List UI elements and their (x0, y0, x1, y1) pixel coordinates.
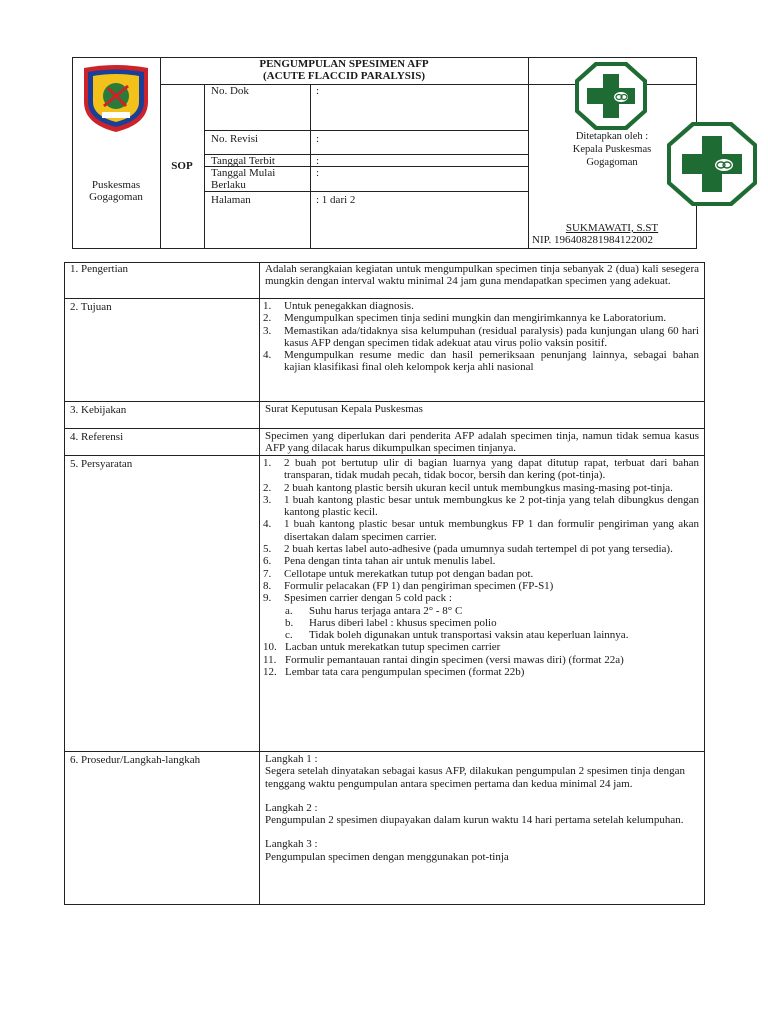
approver-nip: NIP. 196408281984122002 (532, 234, 654, 246)
pengertian-text: Adalah serangkaian kegiatan untuk mengumpulkan specimen tinja sebanyak 2 (dua) kali sesegera mungkin dengan interval waktu minimal 24 jam guna mendapatkan specimen yang adekuat. (265, 263, 699, 288)
list-item: 2. Mengumpulkan specimen tinja sedini mungkin dan mengirimkannya ke Laboratorium. (263, 312, 667, 325)
document-title-line2: (ACUTE FLACCID PARALYSIS) (263, 70, 425, 82)
list-item: 1. Untuk penegakkan diagnosis. (263, 300, 414, 312)
step-text: Pengumpulan 2 spesimen diupayakan dalam kurun waktu 14 hari pertama setelah kelumpuhan. (265, 814, 684, 827)
list-item: 2. 2 buah kantong plastic bersih ukuran kecil untuk membungkus masing-masing pot-tinja. (263, 481, 673, 494)
meta-label-tanggal-mulai-line2: Berlaku (211, 179, 246, 191)
tujuan-list (265, 300, 699, 374)
section-label-prosedur: 6. Prosedur/Langkah-langkah (70, 754, 201, 766)
meta-value-tanggal-terbit: : (316, 155, 320, 167)
list-item: 3. 1 buah kantong plastic besar untuk membungkus ke 2 pot-tinja yang telah dibungkus dengan kantong plastic kecil. (263, 493, 699, 519)
org-name-line1: Puskesmas (91, 179, 141, 191)
list-item: 4. Mengumpulkan resume medic dan hasil pemeriksaan penunjang lainnya, sebagai bahan kajian klasifikasi final oleh kelompok kerja ahli nasional (263, 349, 699, 374)
section-label-pengertian: 1. Pengertian (70, 263, 129, 275)
meta-label-halaman: Halaman (211, 194, 251, 206)
kebijakan-text: Surat Keputusan Kepala Puskesmas (265, 403, 423, 415)
approval-line1: Ditetapkan oleh : (575, 131, 649, 142)
regional-emblem-logo (80, 62, 152, 134)
meta-label-no-dok: No. Dok (211, 85, 249, 97)
list-item: 6. Pena dengan tinta tahan air untuk menulis label. (263, 555, 496, 568)
sub-list-item: b. Harus diberi label : khusus specimen polio (285, 616, 497, 629)
list-item: 4. 1 buah kantong plastic besar untuk membungkus FP 1 dan formulir pengiriman yang akan disertakan dalam specimen carrier. (263, 518, 699, 543)
step-text: Pengumpulan specimen dengan menggunakan pot-tinja (265, 850, 509, 863)
meta-label-no-revisi: No. Revisi (211, 133, 259, 145)
list-item: 11. Formulir pemantauan rantai dingin specimen (versi mawas diri) (format 22a) (263, 653, 624, 666)
section-label-kebijakan: 3. Kebijakan (70, 404, 127, 416)
sop-label: SOP (171, 160, 193, 172)
list-item: 12. Lembar tata cara pengumpulan specimen (format 22b) (263, 666, 525, 679)
meta-value-no-dok: : (316, 85, 320, 97)
meta-value-tanggal-mulai: : (316, 167, 320, 179)
section-label-referensi: 4. Referensi (70, 431, 124, 443)
sub-list-item: a. Suhu harus terjaga antara 2° - 8° C (285, 604, 463, 617)
approver-name: SUKMAWATI, S.ST (565, 222, 659, 234)
list-item: 3. Memastikan ada/tidaknya sisa kelumpuhan (residual paralysis) pada kunjungan ulang 60 hari kasus AFP dengan specimen tidak adekuat atau virus polio vaksin positif. (263, 324, 699, 349)
meta-label-tanggal-mulai-line1: Tanggal Mulai (211, 167, 276, 179)
list-item: 1. 2 buah pot bertutup ulir di bagian luarnya yang dapat ditutup rapat, terbuat dari bahan transparan, tidak mudah pecah, tidak bocor, bersih dan kering (pot-tinja). (263, 457, 699, 482)
approval-line3: Gogagoman (586, 157, 638, 168)
list-item: 8. Formulir pelacakan (FP 1) dan pengiriman specimen (FP-S1) (263, 579, 554, 592)
section-label-persyaratan: 5. Persyaratan (70, 458, 133, 470)
referensi-text: Specimen yang diperlukan dari penderita AFP adalah specimen tinja, namun tidak semua kasus AFP yang dilacak harus dikumpulkan specimen tinjanya. (265, 430, 699, 455)
sub-list-item: c. Tidak boleh digunakan untuk transportasi vaksin atau keperluan lainnya. (285, 629, 629, 642)
step-title: Langkah 1 : (265, 753, 318, 765)
step-title: Langkah 3 : (265, 838, 318, 851)
step-text: Segera setelah dinyatakan sebagai kasus AFP, dilakukan pengumpulan 2 spesimen tinja dengan tenggang waktu pengumpulan antara specimen pertama dan kedua minimal 24 jam. (265, 765, 685, 790)
meta-label-tanggal-terbit: Tanggal Terbit (211, 155, 275, 167)
approval-line2: Kepala Puskesmas (572, 144, 652, 155)
prosedur-steps (265, 753, 685, 863)
org-name-line2: Gogagoman (89, 191, 143, 203)
list-item: 10. Lacban untuk merekatkan tutup specimen carrier (263, 641, 501, 654)
puskesmas-logo-small (573, 60, 649, 132)
list-item: 7. Cellotape untuk merekatkan tutup pot dengan badan pot. (263, 567, 534, 580)
document-title-line1: PENGUMPULAN SPESIMEN AFP (259, 58, 429, 70)
section-label-tujuan: 2. Tujuan (70, 301, 112, 313)
step-title: Langkah 2 : (265, 801, 318, 814)
meta-value-halaman: : 1 dari 2 (316, 194, 356, 206)
persyaratan-list (265, 457, 699, 678)
meta-value-no-revisi: : (316, 133, 320, 145)
list-item: 5. 2 buah kertas label auto-adhesive (pada umumnya sudah tertempel di pot yang tersedia). (263, 543, 673, 556)
list-item: 9. Spesimen carrier dengan 5 cold pack : (263, 592, 452, 605)
